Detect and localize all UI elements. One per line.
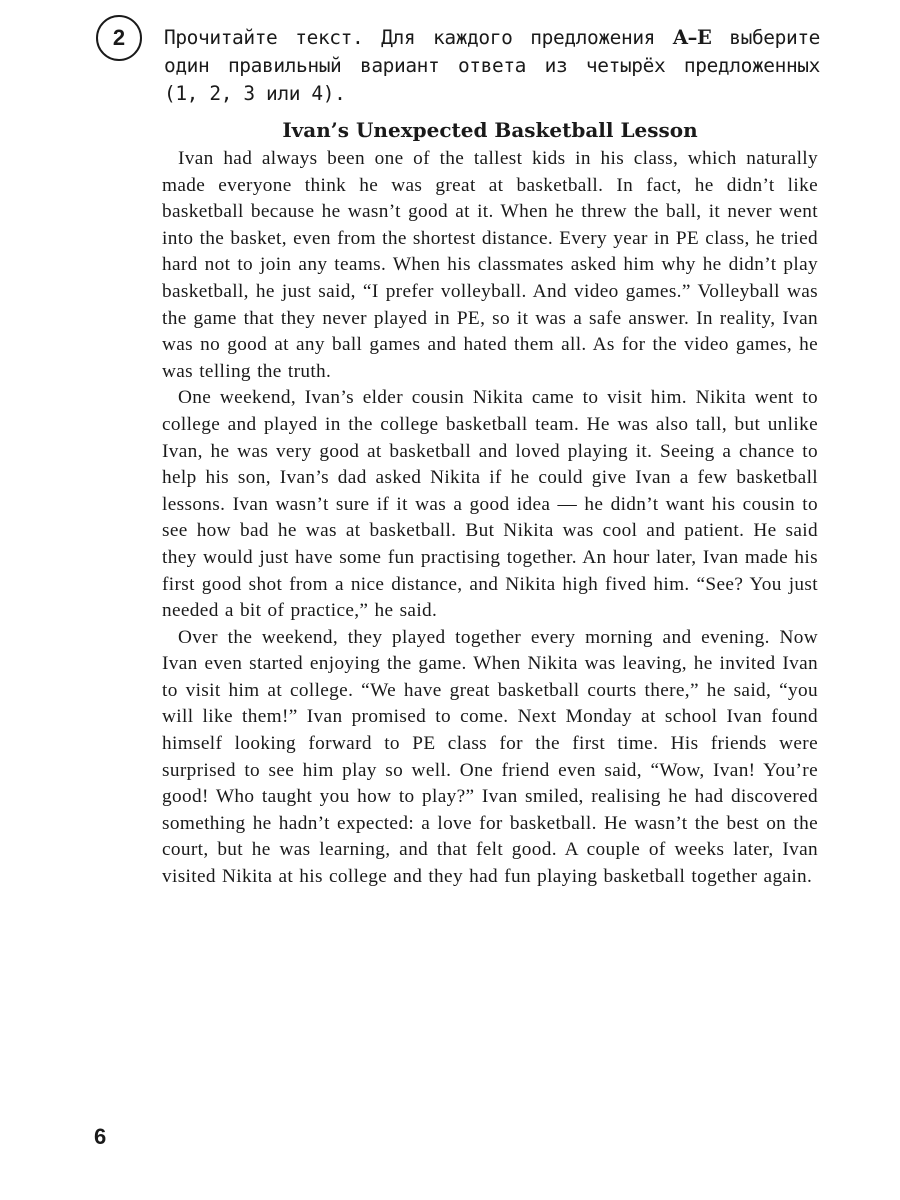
instruction-text-2: выберите один правильный вариант ответа из четырёх предложенных (1, 2, 3 или 4). xyxy=(164,26,821,105)
task-number: 2 xyxy=(112,25,126,50)
page-number: 6 xyxy=(94,1124,107,1149)
paragraph-2: One weekend, Ivan’s elder cousin Nikita came to visit him. Nikita went to college and played in the college basketball team. He was also tall, but unlike Ivan, he was very good at basketball and loved playing it. Seeing a chance to help his son, Ivan’s dad asked Nikita if he could give Ivan a few basketball lessons. Ivan wasn’t sure if it was a good idea — he didn’t want his cousin to see how bad he was at basketball. But Nikita was cool and patient. He said they would just have some fun practising together. An hour later, Ivan made his first good shot from a nice distance, and Nikita high fived him. “See? You just needed a bit of practice,” he said. xyxy=(162,387,818,622)
paragraph-3: Over the weekend, they played together every morning and evening. Now Ivan even started enjoying the game. When Nikita was leaving, he invited Ivan to visit him at college. “We have great basketball courts there,” he said, “you will like them!” Ivan promised to come. Next Monday at school Ivan found himself looking forward to PE class for the first time. His friends were surprised to see him play so well. One friend even said, “Wow, Ivan! You’re good! Who taught you how to play?” Ivan smiled, realising he had discovered something he hadn’t expected: a love for basketball. He wasn’t the best on the court, but he was learning, and that felt good. A couple of weeks later, Ivan visited Nikita at his college and they had fun playing basketball together again. xyxy=(162,626,818,888)
instruction-range: A–E xyxy=(672,26,712,49)
paragraph-1: Ivan had always been one of the tallest kids in his class, which naturally made everyone think he was great at basketball. In fact, he didn’t like basketball because he wasn’t good at it. When he threw the ball, it never went into the basket, even from the shortest distance. Every year in PE class, he tried hard not to join any teams. When his classmates asked him why he didn’t play basketball, he just said, “I prefer volleyball. And video games.” Volleyball was the game that they never played in PE, so it was a safe answer. In reality, Ivan was no good at any ball games and hated them all. As for the video games, he was telling the truth. xyxy=(162,148,818,382)
article-body xyxy=(162,146,818,891)
task-number-badge xyxy=(96,15,142,61)
instruction-text-1: Прочитайте текст. Для каждого предложения xyxy=(164,26,673,49)
article-title: Ivan’s Unexpected Basketball Lesson xyxy=(282,118,698,142)
task-instruction xyxy=(164,24,820,108)
